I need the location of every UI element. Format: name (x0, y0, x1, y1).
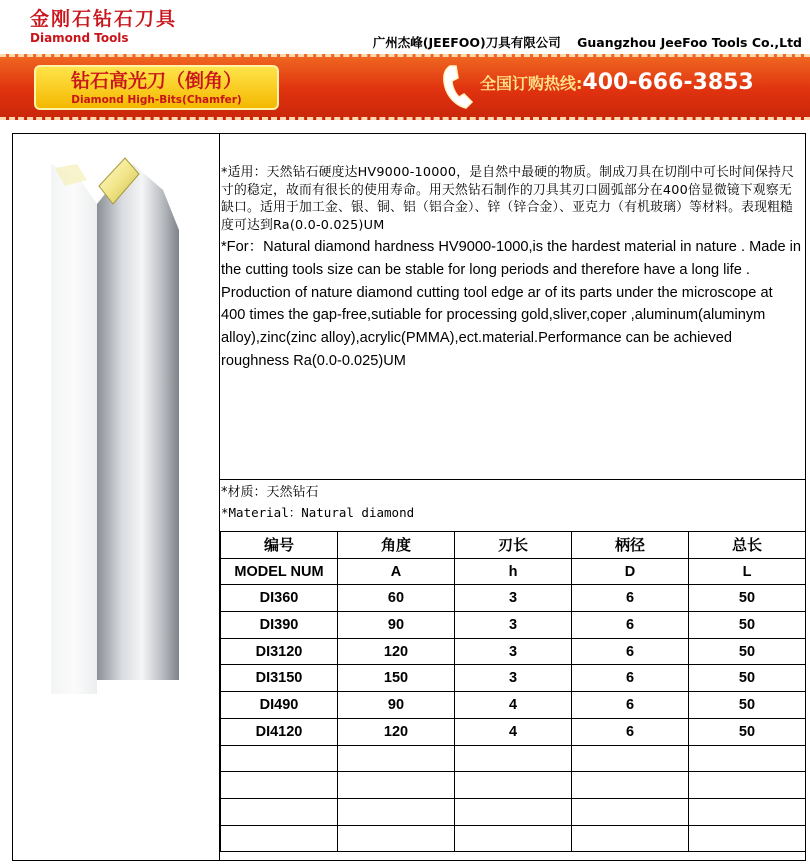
table-cell (689, 772, 806, 799)
table-cell: DI390 (221, 612, 338, 639)
header-cell: 角度 (338, 532, 455, 559)
table-cell (572, 825, 689, 852)
table-row (221, 718, 806, 745)
spec-table (220, 531, 806, 852)
table-cell: DI4120 (221, 718, 338, 745)
company-name-cn: 广州杰峰(JEEFOO)刀具有限公司 (372, 35, 561, 50)
table-header-cn (221, 532, 806, 559)
table-cell: 60 (338, 585, 455, 612)
table-row-empty (221, 745, 806, 772)
table-cell: 6 (572, 692, 689, 719)
header-cell: MODEL NUM (221, 558, 338, 585)
table-cell: 120 (338, 638, 455, 665)
table-cell (221, 798, 338, 825)
hotline (480, 70, 754, 95)
description-en: *For：Natural diamond hardness HV9000-1000,is the hardest material in nature . Made in the cutting tools size can be stable for long periods and therefore have a long life . Production of nature diamond cutting tool edge ar of its parts under the microscope at 400 times the gap-free,sutiable for processing gold,sliver,coper ,aluminum(aluminym alloy),zinc(zinc alloy),acrylic(PMMA),ect.material.Performance can be achieved roughness Ra(0.0-0.025)UM (221, 239, 802, 369)
table-cell: 90 (338, 612, 455, 639)
table-row-empty (221, 772, 806, 799)
table-cell (221, 825, 338, 852)
divider (220, 479, 806, 480)
table-cell: 6 (572, 585, 689, 612)
table-cell: DI3120 (221, 638, 338, 665)
table-cell: 50 (689, 638, 806, 665)
header-cell: h (455, 558, 572, 585)
table-cell (455, 798, 572, 825)
table-cell (221, 745, 338, 772)
table-cell: 6 (572, 612, 689, 639)
table-cell: 150 (338, 665, 455, 692)
table-cell (338, 772, 455, 799)
table-cell: 3 (455, 585, 572, 612)
table-row (221, 585, 806, 612)
table-cell (572, 798, 689, 825)
table-cell: 4 (455, 692, 572, 719)
table-cell: 3 (455, 638, 572, 665)
table-cell: 3 (455, 612, 572, 639)
brand-name-cn: 金刚石钻石刀具 (30, 8, 178, 30)
table-row-empty (221, 825, 806, 852)
table-cell: 6 (572, 665, 689, 692)
company-name-en: Guangzhou JeeFoo Tools Co.,Ltd (577, 35, 802, 50)
header-cell: 刃长 (455, 532, 572, 559)
table-cell: DI3150 (221, 665, 338, 692)
company-name (373, 33, 802, 51)
table-row (221, 665, 806, 692)
table-cell: 120 (338, 718, 455, 745)
description-cn: *适用：天然钻石硬度达HV9000-10000，是自然中最硬的物质。制成刀具在切削中可长时间保持尺寸的稳定，故而有很长的使用寿命。用天然钻石制作的刀具其刃口圆弧部分在400倍显微镜下观察无缺口。适用于加工金、银、铜、铝（铝合金）、锌（锌合金）、亚克力（有机玻璃）等材料。表现粗糙度可达到Ra(0.0-0.025)UM (221, 165, 795, 233)
hotline-label: 全国订购热线: (480, 74, 583, 93)
table-header-en (221, 558, 806, 585)
table-cell: 50 (689, 612, 806, 639)
table-cell (338, 825, 455, 852)
material-cn: *材质：天然钻石 (221, 485, 319, 500)
table-cell: 3 (455, 665, 572, 692)
brand-name-en: Diamond Tools (30, 31, 129, 45)
table-cell (338, 745, 455, 772)
table-cell (338, 798, 455, 825)
tool-image (13, 134, 219, 860)
material-en: *Material：Natural diamond (221, 505, 415, 520)
brand-logo (30, 8, 177, 45)
table-row (221, 692, 806, 719)
header-cell: 总长 (689, 532, 806, 559)
table-cell: 50 (689, 665, 806, 692)
table-cell: 50 (689, 692, 806, 719)
table-row (221, 612, 806, 639)
table-cell (689, 798, 806, 825)
table-cell (689, 825, 806, 852)
table-cell (455, 745, 572, 772)
table-cell (689, 745, 806, 772)
hotline-number: 400-666-3853 (582, 70, 754, 95)
description (221, 164, 801, 373)
header-cell: 柄径 (572, 532, 689, 559)
table-cell (221, 772, 338, 799)
header-cell: L (689, 558, 806, 585)
header-cell: D (572, 558, 689, 585)
header-cell: A (338, 558, 455, 585)
table-cell: DI490 (221, 692, 338, 719)
table-cell: 4 (455, 718, 572, 745)
table-cell (455, 825, 572, 852)
table-cell: 6 (572, 638, 689, 665)
table-cell: 50 (689, 585, 806, 612)
table-cell: DI360 (221, 585, 338, 612)
phone-icon (440, 62, 480, 110)
material-info (221, 483, 414, 523)
product-title-cn: 钻石高光刀（倒角） (70, 70, 242, 92)
table-cell (572, 745, 689, 772)
table-cell (455, 772, 572, 799)
table-cell: 90 (338, 692, 455, 719)
product-title-en: Diamond High-Bits(Chamfer) (71, 94, 242, 106)
table-cell: 50 (689, 718, 806, 745)
table-cell (572, 772, 689, 799)
header-cell: 编号 (221, 532, 338, 559)
table-row-empty (221, 798, 806, 825)
table-cell: 6 (572, 718, 689, 745)
table-row (221, 638, 806, 665)
product-title-box (34, 65, 279, 110)
product-photo (13, 134, 220, 860)
